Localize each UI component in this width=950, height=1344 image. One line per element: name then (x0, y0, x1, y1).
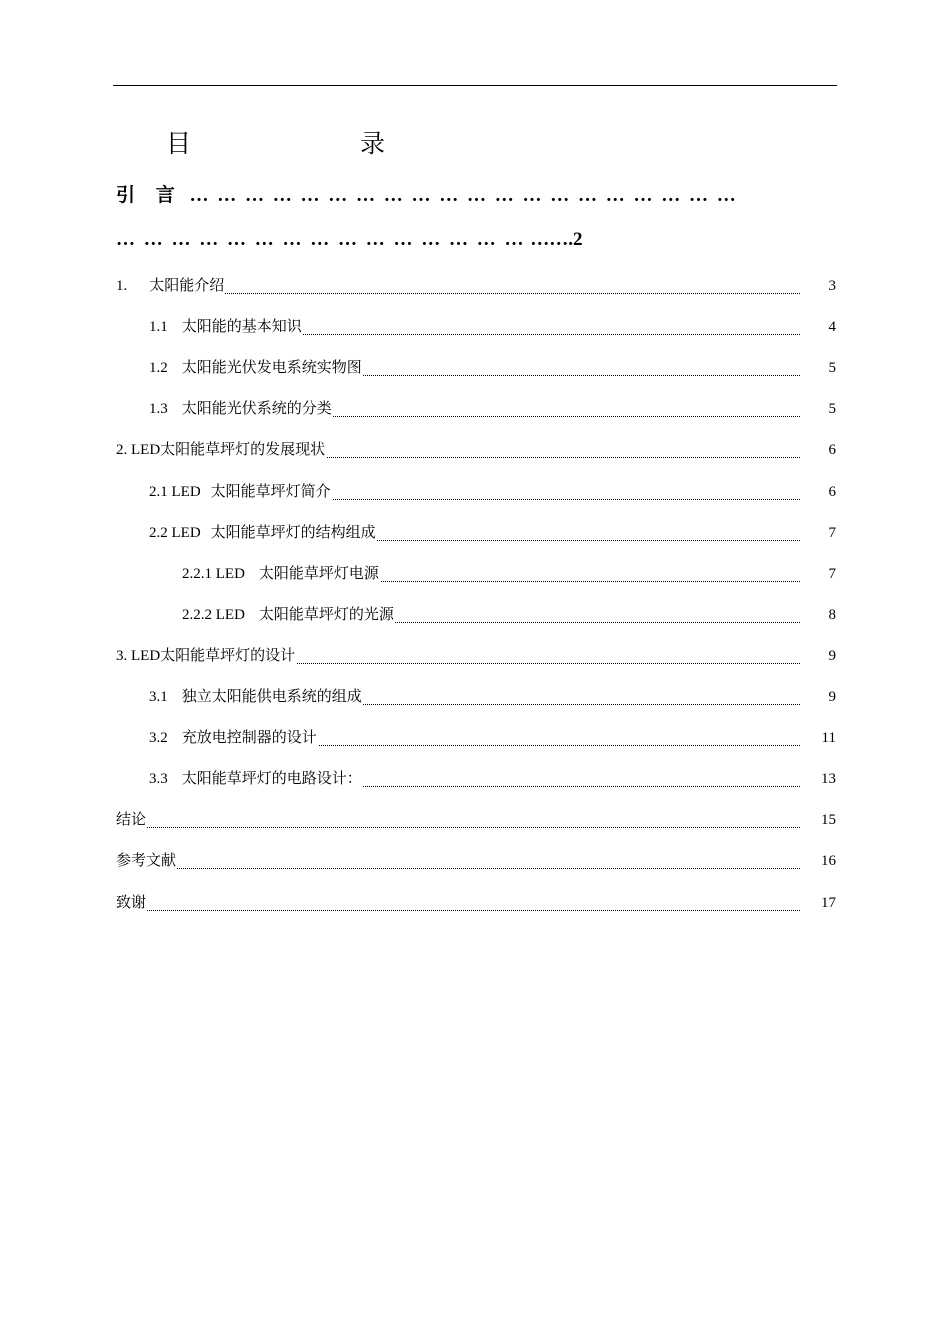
toc-entry-page: 9 (828, 647, 836, 664)
toc-entry-title: 太阳能草坪灯的发展现状 (160, 442, 326, 459)
toc-intro-label: 引 言 (116, 185, 183, 206)
toc-entry-number: 3.2 (149, 730, 168, 747)
toc-entry-page: 7 (828, 524, 836, 541)
toc-entry-text (116, 430, 326, 471)
toc-entry-title: 太阳能草坪灯的设计 (160, 647, 296, 664)
toc-entry-text (116, 883, 147, 924)
toc-entry-page: 13 (821, 771, 836, 788)
toc-entry[interactable] (116, 472, 836, 513)
toc-entry[interactable] (116, 513, 836, 554)
toc-entry[interactable] (116, 800, 836, 841)
toc-entry[interactable] (116, 595, 836, 636)
toc-entry-page: 16 (821, 853, 836, 870)
toc-entry-text (116, 266, 225, 307)
toc-entry-text (116, 841, 177, 882)
toc-entry-title: 太阳能草坪灯的结构组成 (210, 524, 376, 541)
toc-entry-text (149, 759, 363, 800)
toc-entry-text (116, 636, 296, 677)
toc-leader-dots (116, 868, 800, 869)
toc-entry[interactable] (116, 677, 836, 718)
toc-entry-text (149, 389, 333, 430)
toc-title: 目 录 (166, 131, 458, 158)
toc-entry[interactable] (116, 389, 836, 430)
toc-entry-number: 2.2.2 LED (182, 606, 245, 623)
toc-entry-number: 3.1 (149, 689, 168, 705)
toc-entry-title: 太阳能草坪灯的电路设计： (181, 771, 362, 788)
toc-entry-text (149, 348, 363, 389)
toc-entry-page: 4 (828, 319, 836, 336)
toc-entry-page: 3 (828, 278, 836, 294)
toc-entry-page: 15 (821, 812, 836, 829)
toc-intro-line-2 (116, 229, 583, 251)
toc-leader-dots (116, 827, 800, 828)
toc-entry-page: 5 (828, 401, 836, 418)
toc-intro-leader-2: … … … … … … … … … … … … … … … (116, 229, 526, 250)
toc-entry-number: 3.3 (149, 771, 168, 788)
toc-entry-number: 3. LED (116, 647, 161, 664)
toc-entry-number: 2.2 LED (149, 524, 201, 541)
toc-entry-title: 太阳能光伏系统的分类 (181, 401, 332, 418)
toc-entry-number: 2.2.1 LED (182, 565, 245, 582)
toc-entry[interactable] (116, 883, 836, 924)
toc-entry-number: 1.1 (149, 319, 168, 336)
toc-entry-text (182, 554, 380, 595)
toc-entry-page: 6 (828, 442, 836, 459)
toc-entry-text (182, 595, 395, 636)
toc-leader-dots (116, 910, 800, 911)
toc-entry-text (149, 513, 377, 554)
header-rule (113, 85, 837, 86)
toc-entry-text (116, 800, 147, 841)
toc-intro-leader-1: … … … … … … … … … … … … … … … … … … … … (189, 185, 738, 206)
toc-entry-title: 结论 (116, 812, 147, 829)
toc-entry-title: 参考文献 (116, 853, 177, 870)
toc-entry-number: 1. (116, 278, 128, 294)
toc-entry-title: 充放电控制器的设计 (181, 730, 317, 747)
toc-entry-number: 1.2 (149, 360, 168, 377)
toc-entry-page: 11 (821, 730, 836, 747)
toc-entry[interactable] (116, 266, 836, 307)
toc-entry-page: 17 (821, 894, 836, 911)
toc-entry-page: 6 (828, 483, 836, 500)
toc-entry-text (149, 307, 303, 348)
toc-entry-number: 2. LED (116, 442, 161, 459)
toc-entry-number: 2.1 LED (149, 483, 201, 500)
toc-intro-page: …….2 (530, 229, 583, 250)
toc-entry-title: 太阳能的基本知识 (181, 319, 302, 336)
toc-entry-title: 太阳能草坪灯的光源 (258, 606, 394, 623)
toc-entry[interactable] (116, 348, 836, 389)
toc-entry-page: 5 (828, 360, 836, 377)
toc-entry-text (149, 472, 332, 513)
toc-entry-text (149, 718, 318, 759)
toc-entry-title: 太阳能光伏发电系统实物图 (181, 360, 362, 377)
toc-entry-page: 9 (828, 689, 836, 705)
toc-entry[interactable] (116, 759, 836, 800)
toc-entry[interactable] (116, 636, 836, 677)
toc-entry-title: 太阳能介绍 (149, 278, 225, 294)
toc-entry-page: 8 (828, 606, 836, 623)
toc-entry[interactable] (116, 430, 836, 471)
toc-entry-page: 7 (828, 565, 836, 582)
toc-entry-title: 致谢 (116, 894, 147, 911)
toc-entry[interactable] (116, 307, 836, 348)
toc-entry[interactable] (116, 841, 836, 882)
toc-entry-title: 独立太阳能供电系统的组成 (181, 689, 362, 705)
toc-entry-title: 太阳能草坪灯简介 (210, 483, 331, 500)
toc-entry[interactable] (116, 554, 836, 595)
toc-entry-text (149, 677, 363, 718)
toc-entry-title: 太阳能草坪灯电源 (258, 565, 379, 582)
toc-entry-number: 1.3 (149, 401, 168, 418)
toc-intro-line-1 (116, 180, 738, 207)
toc-entry[interactable] (116, 718, 836, 759)
